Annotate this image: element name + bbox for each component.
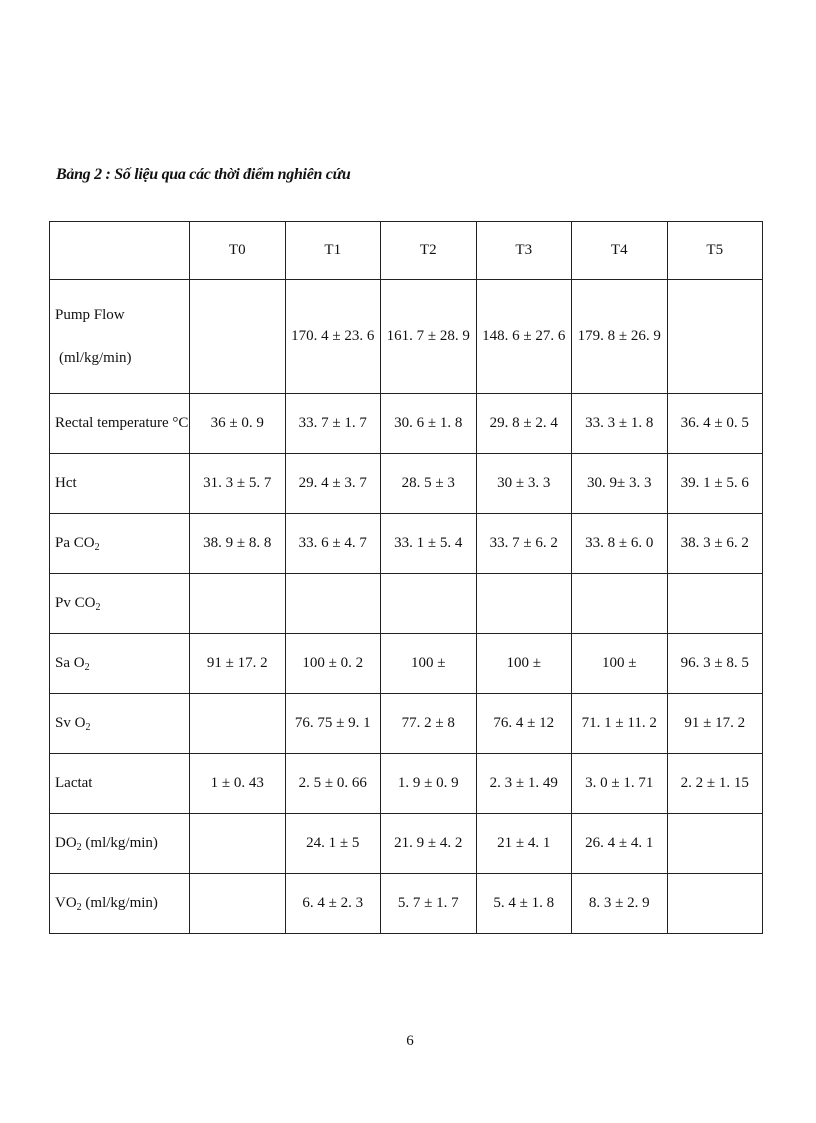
table-cell: 30. 9± 3. 3 [572,454,668,514]
table-cell [572,574,668,634]
table-cell [476,574,572,634]
subscript: 2 [84,662,90,673]
row-label-hct: Hct [50,454,190,514]
table-cell: 38. 3 ± 6. 2 [667,514,763,574]
table-cell: 36 ± 0. 9 [190,394,286,454]
table-cell: 71. 1 ± 11. 2 [572,694,668,754]
row-label-lactat: Lactat [50,754,190,814]
table-cell: 36. 4 ± 0. 5 [667,394,763,454]
table-row [50,634,763,694]
table-cell: 30 ± 3. 3 [476,454,572,514]
table-cell: 148. 6 ± 27. 6 [476,280,572,394]
table-cell [190,280,286,394]
table-cell: 2. 2 ± 1. 15 [667,754,763,814]
row-label-sao2 [50,634,190,694]
row-label-vo2 [50,874,190,934]
table-cell: 3. 0 ± 1. 71 [572,754,668,814]
table-cell [667,874,763,934]
table-cell: 24. 1 ± 5 [285,814,381,874]
table-cell: 161. 7 ± 28. 9 [381,280,477,394]
table-cell: 29. 4 ± 3. 7 [285,454,381,514]
table-cell: 100 ± [572,634,668,694]
table-cell: 1 ± 0. 43 [190,754,286,814]
header-empty-cell [50,222,190,280]
table-cell: 100 ± [476,634,572,694]
row-label-text: DO [55,835,77,851]
table-cell [285,574,381,634]
table-cell: 33. 6 ± 4. 7 [285,514,381,574]
table-cell: 2. 5 ± 0. 66 [285,754,381,814]
column-header-t3: T3 [476,222,572,280]
row-label-do2 [50,814,190,874]
table-cell [667,280,763,394]
table-cell: 2. 3 ± 1. 49 [476,754,572,814]
row-label-unit: (ml/kg/min) [59,349,132,366]
table-cell: 1. 9 ± 0. 9 [381,754,477,814]
subscript: 2 [76,902,82,913]
table-row [50,694,763,754]
table-cell [190,874,286,934]
table-cell: 91 ± 17. 2 [190,634,286,694]
table-row [50,814,763,874]
table-row [50,280,763,394]
table-row [50,394,763,454]
table-cell [381,574,477,634]
row-label-text: Sv O [55,715,86,731]
row-label-svo2 [50,694,190,754]
column-header-t4: T4 [572,222,668,280]
table-cell: 5. 4 ± 1. 8 [476,874,572,934]
table-cell [190,694,286,754]
table-cell: 96. 3 ± 8. 5 [667,634,763,694]
table-cell: 31. 3 ± 5. 7 [190,454,286,514]
table-cell: 76. 75 ± 9. 1 [285,694,381,754]
page-number: 6 [406,1033,414,1049]
table-cell: 91 ± 17. 2 [667,694,763,754]
row-label-line: Pump Flow [55,306,125,323]
row-label-text: Pa CO [55,535,95,551]
table-row [50,514,763,574]
table-cell: 33. 8 ± 6. 0 [572,514,668,574]
table-cell: 29. 8 ± 2. 4 [476,394,572,454]
column-header-t2: T2 [381,222,477,280]
table-cell [667,814,763,874]
subscript: 2 [94,542,100,553]
table-cell: 76. 4 ± 12 [476,694,572,754]
table-cell: 33. 7 ± 1. 7 [285,394,381,454]
row-label-unit: (ml/kg/min) [81,835,158,851]
table-cell: 33. 3 ± 1. 8 [572,394,668,454]
row-label-text: Pv CO [55,595,96,611]
table-cell: 28. 5 ± 3 [381,454,477,514]
table-cell: 33. 1 ± 5. 4 [381,514,477,574]
table-cell [190,574,286,634]
table-cell: 100 ± 0. 2 [285,634,381,694]
table-cell: 100 ± [381,634,477,694]
table-cell: 38. 9 ± 8. 8 [190,514,286,574]
row-label-pump-flow [50,280,190,394]
row-label-pvco2 [50,574,190,634]
subscript: 2 [76,842,82,853]
table-cell: 179. 8 ± 26. 9 [572,280,668,394]
table-caption: Bảng 2 : Số liệu qua các thời điểm nghiên cứu [56,166,351,183]
study-data-table [49,221,763,934]
table-cell: 5. 7 ± 1. 7 [381,874,477,934]
table-cell [667,574,763,634]
column-header-t5: T5 [667,222,763,280]
table-row [50,754,763,814]
subscript: 2 [85,722,91,733]
table-cell: 33. 7 ± 6. 2 [476,514,572,574]
row-label-unit: (ml/kg/min) [81,895,158,911]
table-row [50,454,763,514]
table-cell [190,814,286,874]
table-cell: 21. 9 ± 4. 2 [381,814,477,874]
row-label-text: VO [55,895,77,911]
row-label-paco2 [50,514,190,574]
table-row [50,874,763,934]
row-label-text: Sa O [55,655,85,671]
table-cell: 21 ± 4. 1 [476,814,572,874]
table-cell: 39. 1 ± 5. 6 [667,454,763,514]
row-label-rectal-temperature: Rectal temperature °C [50,394,190,454]
column-header-t0: T0 [190,222,286,280]
table-cell: 170. 4 ± 23. 6 [285,280,381,394]
table-cell: 77. 2 ± 8 [381,694,477,754]
table-cell: 30. 6 ± 1. 8 [381,394,477,454]
table-row [50,574,763,634]
table-cell: 6. 4 ± 2. 3 [285,874,381,934]
table-cell: 26. 4 ± 4. 1 [572,814,668,874]
column-header-t1: T1 [285,222,381,280]
table-header-row [50,222,763,280]
table-cell: 8. 3 ± 2. 9 [572,874,668,934]
subscript: 2 [95,602,101,613]
